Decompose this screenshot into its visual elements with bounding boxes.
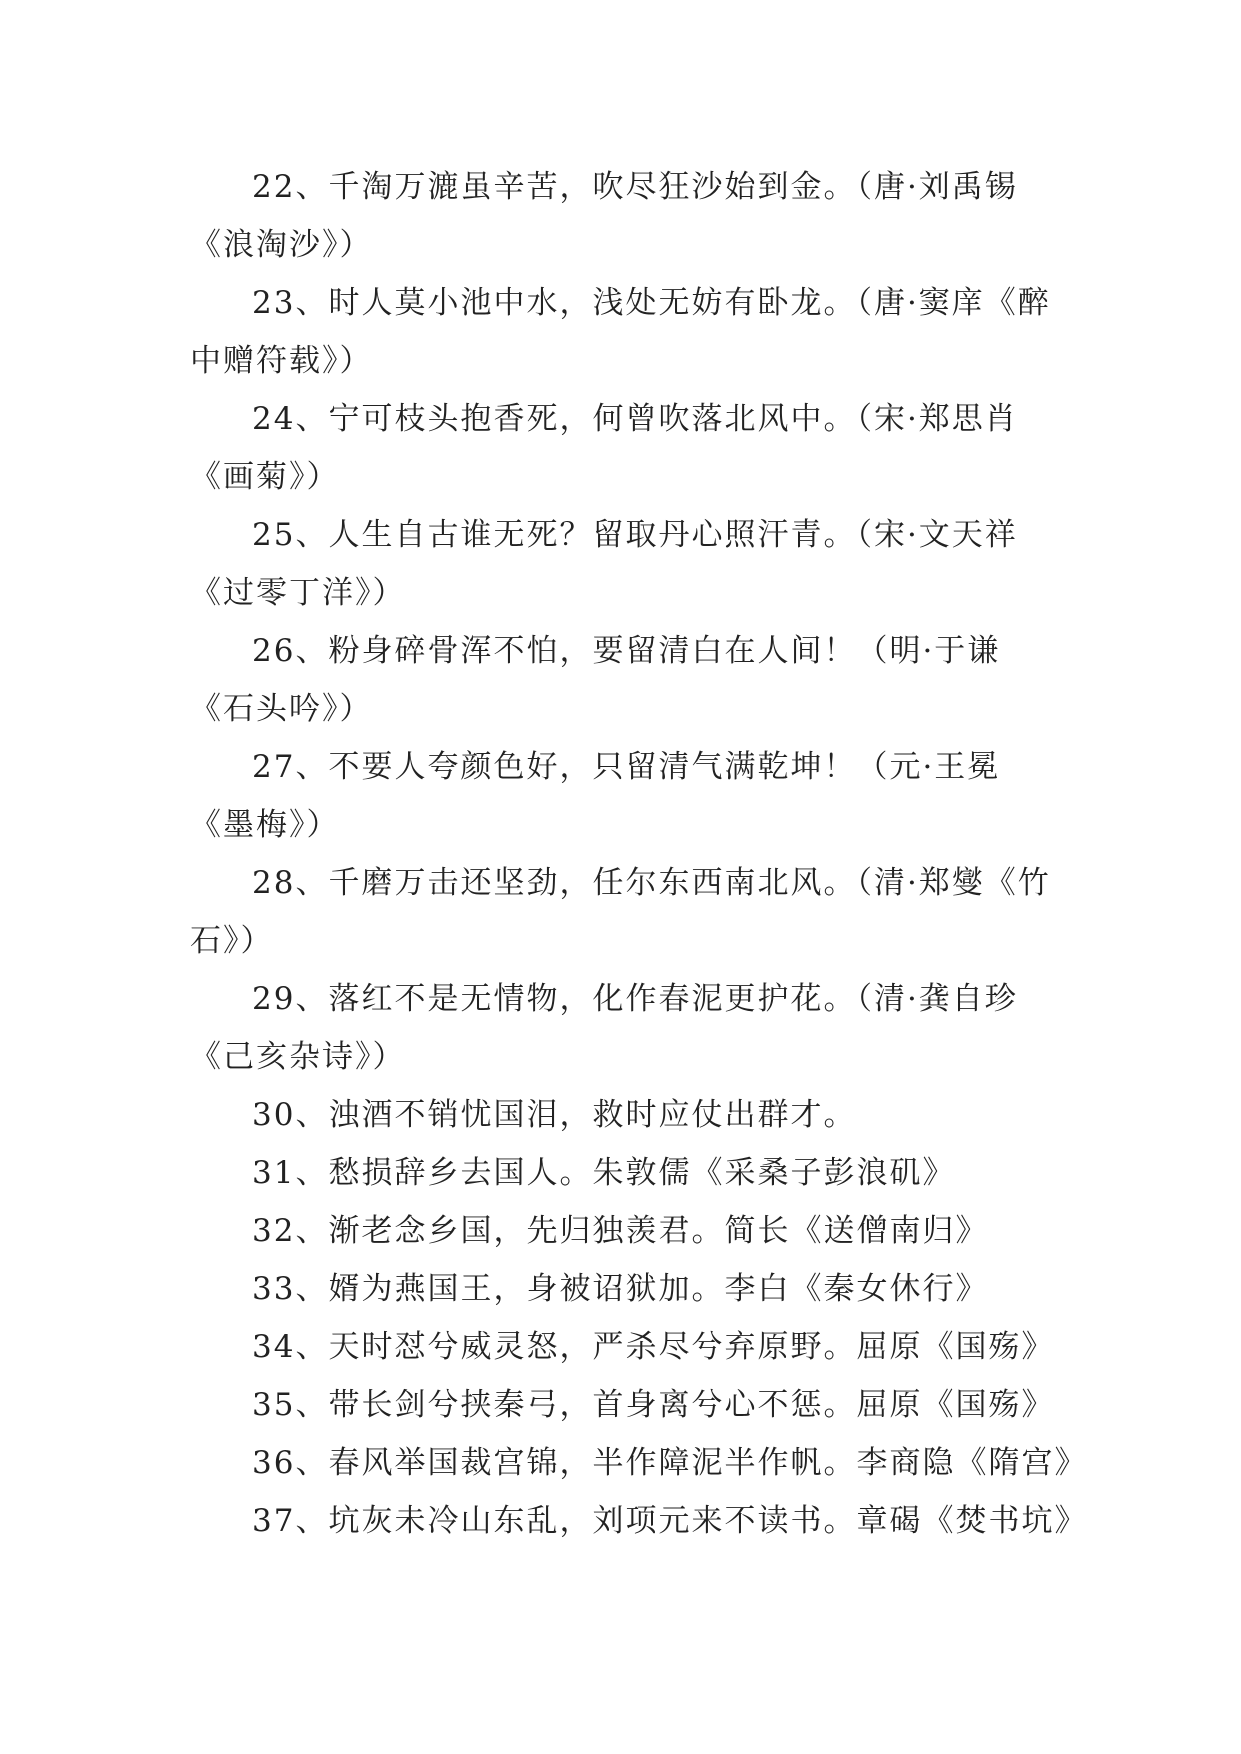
poem-line-36: 36、春风举国裁宫锦，半作障泥半作帆。李商隐《隋宫》 — [252, 1445, 1088, 1481]
poem-line-31: 31、愁损辞乡去国人。朱敦儒《采桑子彭浪矶》 — [252, 1155, 956, 1191]
poem-line-35: 35、带长剑兮挟秦弓，首身离兮心不惩。屈原《国殇》 — [252, 1387, 1055, 1423]
poem-line-29: 29、落红不是无情物，化作春泥更护花。（清·龚自珍《己亥杂诗》） — [190, 981, 1018, 1075]
poem-line-22: 22、千淘万漉虽辛苦，吹尽狂沙始到金。（唐·刘禹锡《浪淘沙》） — [190, 169, 1018, 263]
poem-line-28: 28、千磨万击还坚劲，任尔东西南北风。（清·郑燮《竹石》） — [190, 865, 1051, 959]
poem-line-34: 34、天时怼兮威灵怒，严杀尽兮弃原野。屈原《国殇》 — [252, 1329, 1055, 1365]
poem-line-24: 24、宁可枝头抱香死，何曾吹落北风中。（宋·郑思肖《画菊》） — [190, 401, 1018, 495]
poem-line-26: 26、粉身碎骨浑不怕，要留清白在人间！（明·于谦《石头吟》） — [190, 633, 1001, 727]
poem-line-33: 33、婿为燕国王，身被诏狱加。李白《秦女休行》 — [252, 1271, 989, 1307]
poem-line-32: 32、渐老念乡国，先归独羡君。简长《送僧南归》 — [252, 1213, 989, 1249]
poem-line-23: 23、时人莫小池中水，浅处无妨有卧龙。（唐·窦庠《醉中赠符载》） — [190, 285, 1051, 379]
poem-line-25: 25、人生自古谁无死？留取丹心照汗青。（宋·文天祥《过零丁洋》） — [190, 517, 1018, 611]
poem-line-30: 30、浊酒不销忧国泪，救时应仗出群才。 — [252, 1097, 857, 1133]
poem-line-37: 37、坑灰未冷山东乱，刘项元来不读书。章碣《焚书坑》 — [252, 1503, 1088, 1539]
poem-list — [190, 158, 1088, 1550]
poem-line-27: 27、不要人夸颜色好，只留清气满乾坤！（元·王冕《墨梅》） — [190, 749, 1001, 843]
